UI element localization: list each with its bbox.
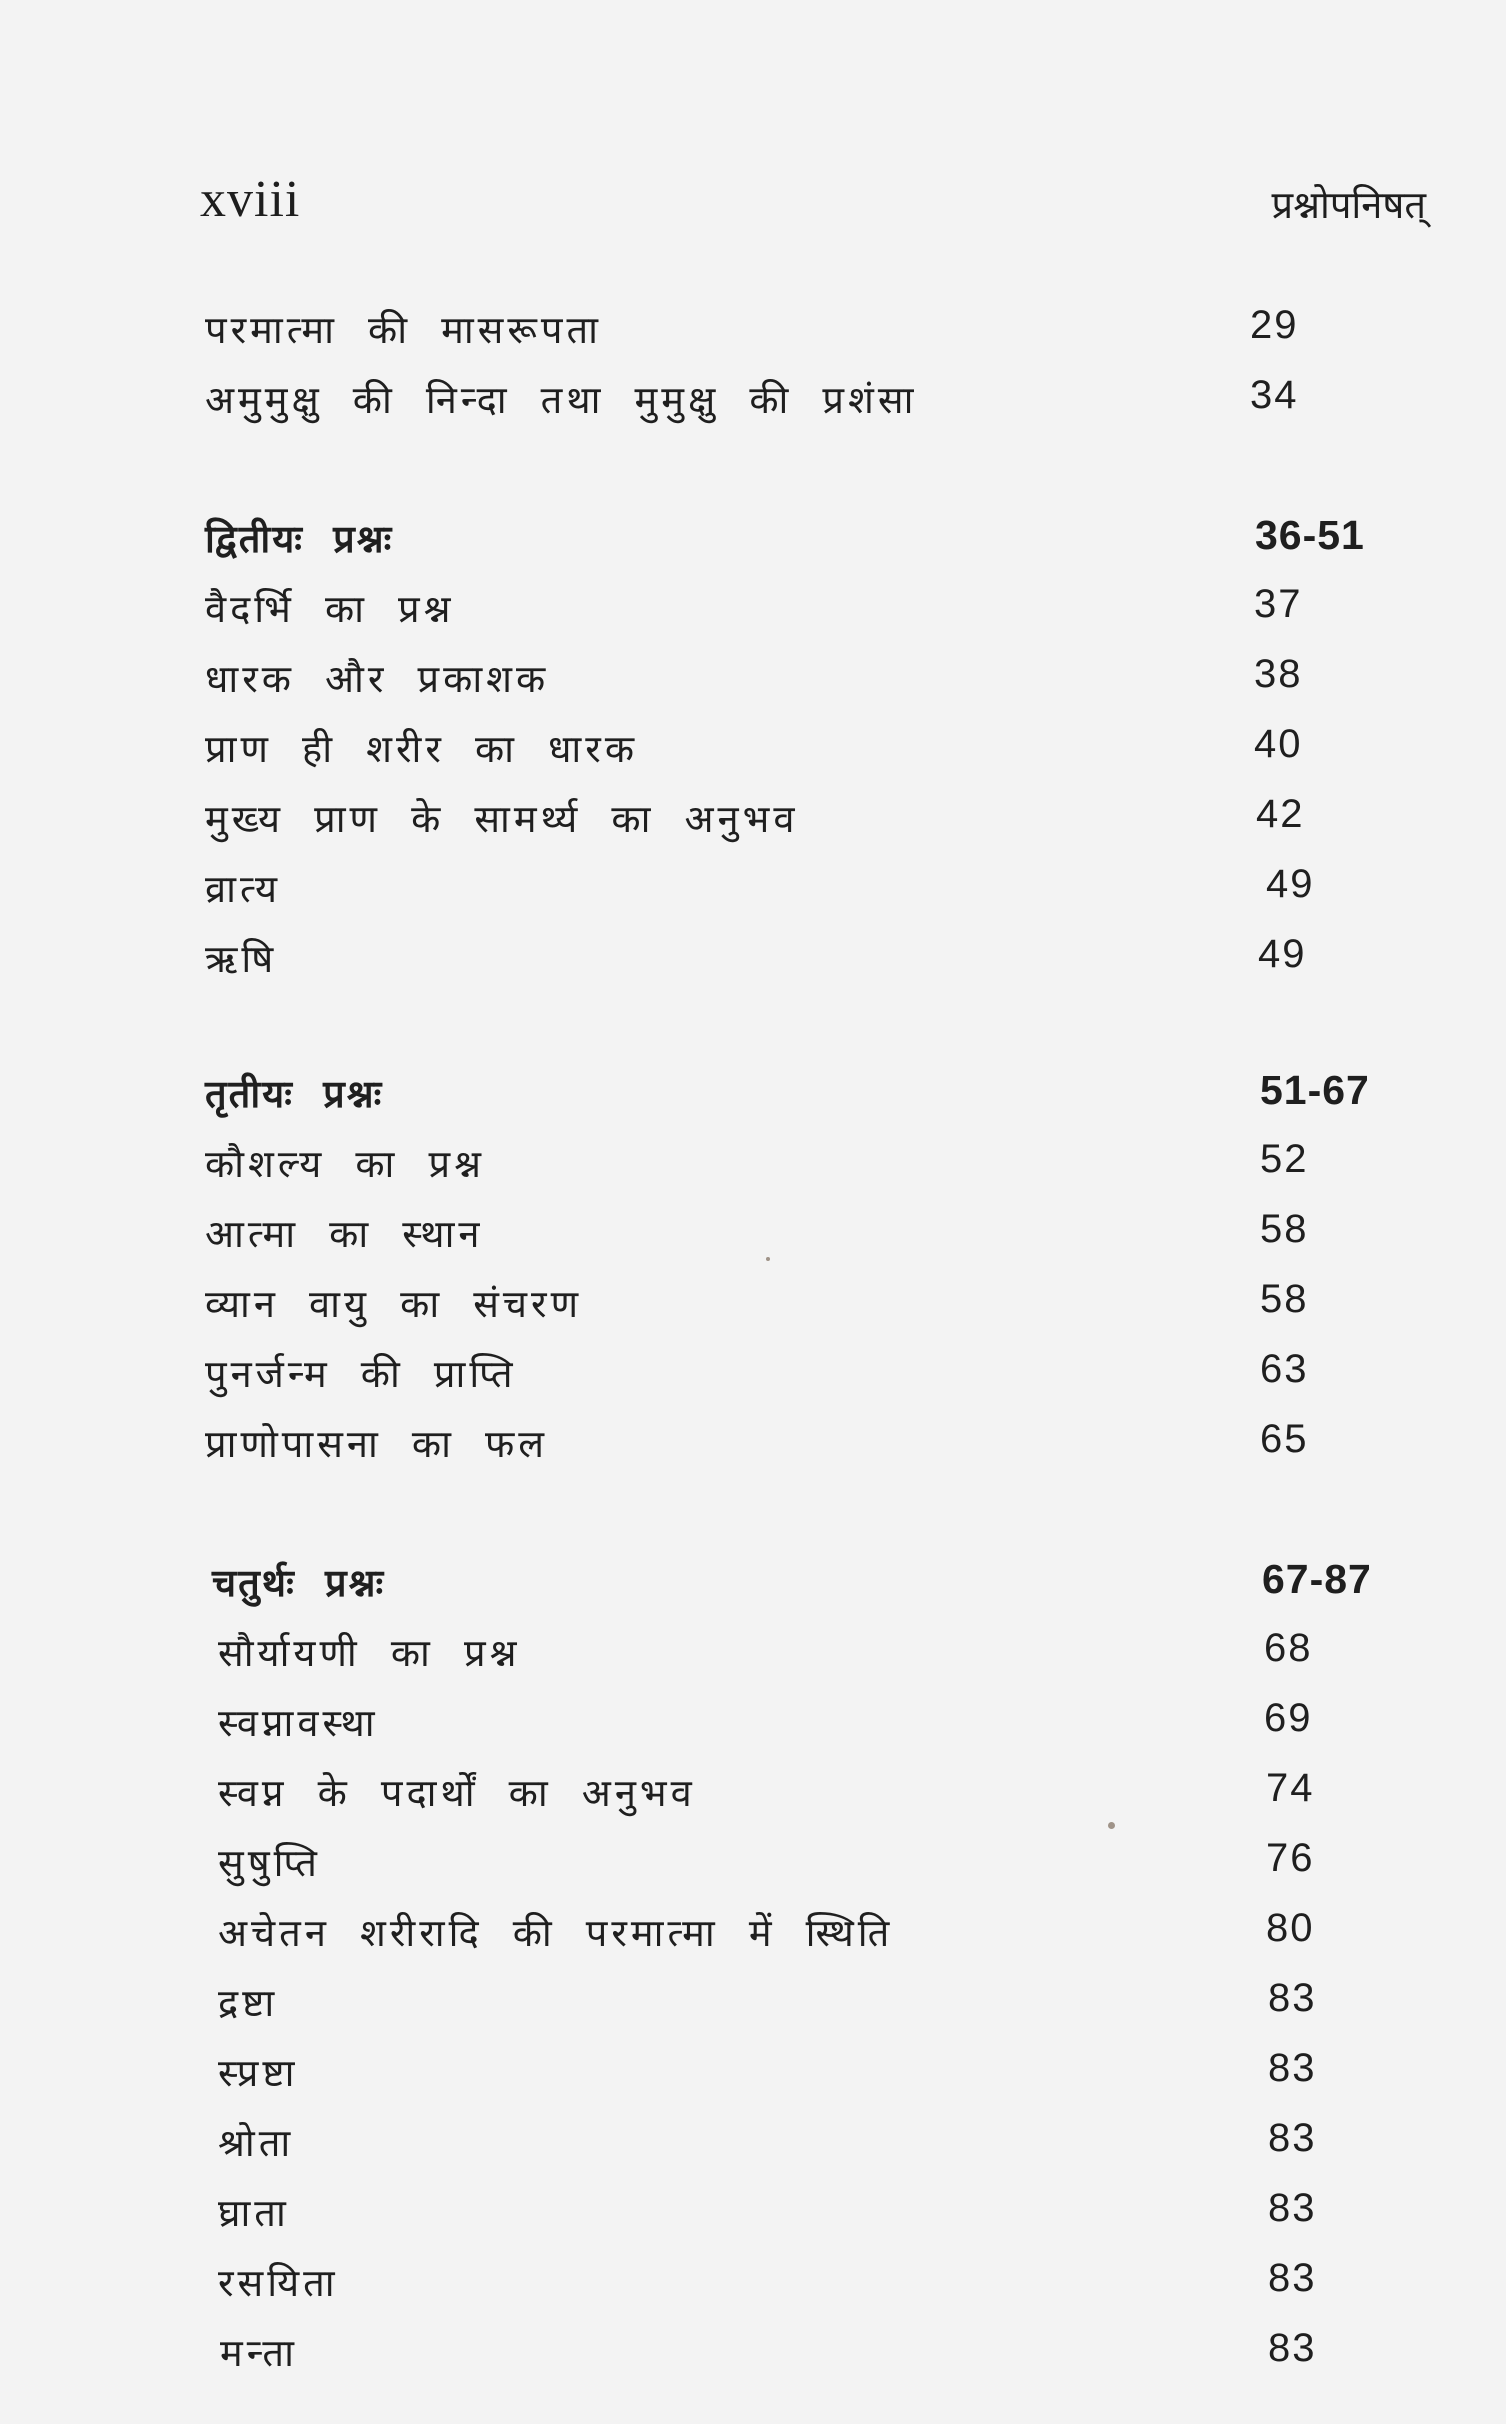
toc-entry-page: 83 (1268, 2046, 1317, 2090)
page-number: xviii (200, 171, 301, 228)
toc-entry (0, 1417, 1506, 1477)
toc-entry (0, 303, 1506, 363)
toc-entry-title: परमात्मा की मासरूपता (205, 308, 602, 352)
toc-entry-page: 83 (1268, 2186, 1317, 2230)
toc-entry-title: स्प्रष्टा (218, 2051, 299, 2095)
toc-entry-title: व्रात्य (205, 867, 282, 911)
toc-entry-page: 83 (1268, 2116, 1317, 2160)
toc-entry-title: व्यान वायु का संचरण (205, 1282, 583, 1326)
toc-entry (0, 1347, 1506, 1407)
toc-entry (0, 862, 1506, 922)
toc-entry-page: 83 (1268, 2326, 1317, 2370)
toc-entry-page: 52 (1260, 1137, 1309, 1181)
running-title: प्रश्नोपनिषत् (1271, 183, 1426, 227)
toc-entry-title: मन्ता (220, 2331, 298, 2375)
toc-entry-title: सुषुप्ति (218, 1841, 321, 1885)
section-heading-title: चतुर्थः प्रश्नः (212, 1561, 386, 1605)
toc-entry (0, 792, 1506, 852)
toc-entry (0, 2326, 1506, 2386)
section-heading (0, 512, 1506, 572)
section-heading (0, 1556, 1506, 1616)
section-heading (0, 1067, 1506, 1127)
toc-entry-page: 58 (1260, 1207, 1309, 1251)
section-heading-pages: 67-87 (1262, 1556, 1372, 1602)
toc-entry-page: 69 (1264, 1696, 1313, 1740)
toc-entry (0, 1836, 1506, 1896)
toc-entry-title: वैदर्भि का प्रश्न (205, 587, 455, 631)
section-heading-pages: 51-67 (1260, 1067, 1370, 1113)
toc-entry-page: 42 (1256, 792, 1305, 836)
toc-entry (0, 932, 1506, 992)
toc-entry (0, 582, 1506, 642)
toc-entry-page: 83 (1268, 2256, 1317, 2300)
paper-speck (766, 1257, 770, 1261)
toc-entry (0, 722, 1506, 782)
toc-entry-page: 58 (1260, 1277, 1309, 1321)
paper-speck (1108, 1822, 1115, 1829)
toc-entry (0, 2256, 1506, 2316)
toc-entry-page: 37 (1254, 582, 1303, 626)
toc-entry-page: 76 (1266, 1836, 1315, 1880)
toc-entry (0, 1207, 1506, 1267)
toc-entry (0, 2186, 1506, 2246)
toc-entry-title: घ्राता (218, 2191, 290, 2235)
toc-entry (0, 1766, 1506, 1826)
toc-entry-page: 74 (1266, 1766, 1315, 1810)
section-heading-title: तृतीयः प्रश्नः (205, 1072, 384, 1116)
section-heading-title: द्वितीयः प्रश्नः (205, 517, 394, 561)
toc-entry-page: 34 (1250, 373, 1299, 417)
toc-entry (0, 1626, 1506, 1686)
toc-entry-title: कौशल्य का प्रश्न (205, 1142, 485, 1186)
toc-entry-title: स्वप्नावस्था (218, 1701, 379, 1745)
toc-entry-title: आत्मा का स्थान (205, 1212, 484, 1256)
toc-entry-title: स्वप्न के पदार्थों का अनुभव (218, 1771, 696, 1815)
toc-entry-title: रसयिता (218, 2261, 339, 2305)
toc-entry-title: प्राण ही शरीर का धारक (205, 727, 639, 771)
toc-entry-title: द्रष्टा (218, 1981, 279, 2025)
toc-entry-title: मुख्य प्राण के सामर्थ्य का अनुभव (205, 797, 799, 841)
toc-entry-title: पुनर्जन्म की प्राप्ति (205, 1352, 517, 1396)
toc-entry-title: सौर्यायणी का प्रश्न (218, 1631, 521, 1675)
toc-entry-page: 80 (1266, 1906, 1315, 1950)
toc-entry (0, 1906, 1506, 1966)
toc-entry-title: अचेतन शरीरादि की परमात्मा में स्थिति (218, 1911, 894, 1955)
toc-entry (0, 652, 1506, 712)
toc-entry-page: 40 (1254, 722, 1303, 766)
toc-entry-page: 38 (1254, 652, 1303, 696)
toc-entry-page: 63 (1260, 1347, 1309, 1391)
toc-entry-title: श्रोता (218, 2121, 295, 2165)
toc-entry-title: अमुमुक्षु की निन्दा तथा मुमुक्षु की प्रशंसा (205, 378, 918, 422)
toc-entry (0, 1137, 1506, 1197)
toc-entry (0, 1976, 1506, 2036)
toc-entry-page: 29 (1250, 303, 1299, 347)
toc-entry-page: 49 (1258, 932, 1307, 976)
toc-entry (0, 2116, 1506, 2176)
toc-entry-page: 68 (1264, 1626, 1313, 1670)
toc-entry-title: प्राणोपासना का फल (205, 1422, 549, 1466)
toc-entry-title: धारक और प्रकाशक (205, 657, 550, 701)
toc-entry-page: 83 (1268, 1976, 1317, 2020)
toc-entry-page: 65 (1260, 1417, 1309, 1461)
toc-entry (0, 1277, 1506, 1337)
toc-entry (0, 1696, 1506, 1756)
toc-entry (0, 373, 1506, 433)
toc-entry-title: ऋषि (205, 937, 278, 981)
toc-entry-page: 49 (1266, 862, 1315, 906)
section-heading-pages: 36-51 (1255, 512, 1365, 558)
toc-entry (0, 2046, 1506, 2106)
